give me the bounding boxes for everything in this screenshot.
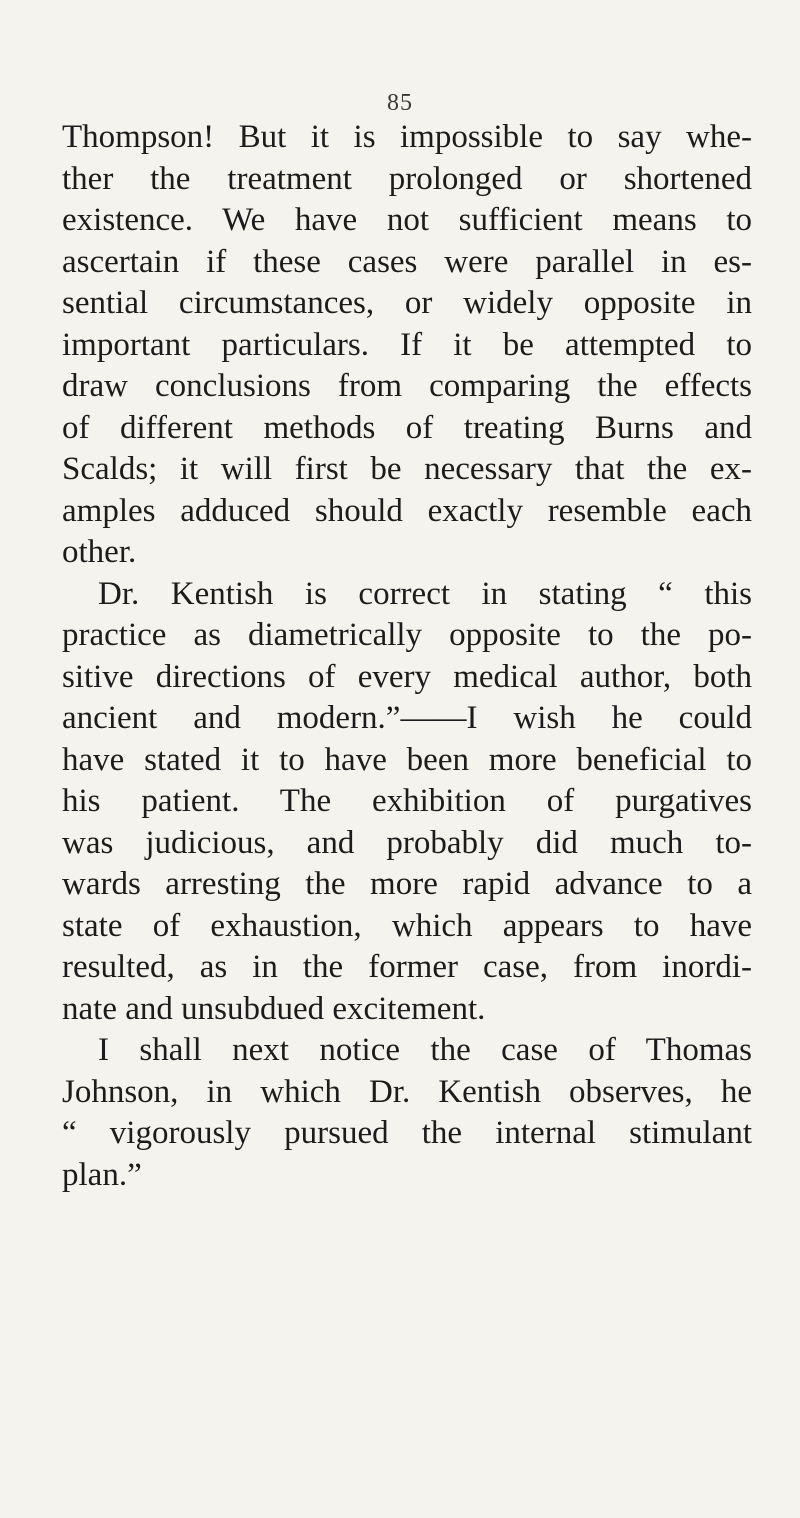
text-line: Thompson! But it is impossible to say whe-: [62, 119, 752, 155]
text-line: state of exhaustion, which appears to have: [62, 907, 752, 944]
text-line: existence. We have not sufficient means to: [62, 202, 752, 238]
text-line: ancient and modern.”——I wish he could: [62, 700, 752, 736]
text-line: important particulars. If it be attempted to: [62, 326, 752, 363]
text-line: his patient. The exhibition of purgatives: [62, 783, 752, 819]
text-line: practice as diametrically opposite to the po-: [62, 617, 752, 653]
text-line-first: Dr. Kentish is correct in stating “ this: [98, 575, 752, 612]
text-line: resulted, as in the former case, from inordi-: [62, 949, 752, 985]
text-line: “ vigorously pursued the internal stimulant: [62, 1115, 752, 1151]
text-line: Scalds; it will first be necessary that the ex-: [62, 451, 752, 487]
text-line-last: plan.”: [62, 1156, 142, 1193]
text-line-last: nate and unsubdued excitement.: [62, 990, 486, 1027]
text-line: sitive directions of every medical author, both: [62, 658, 752, 695]
text-line: amples adduced should exactly resemble each: [62, 492, 752, 529]
text-line: of different methods of treating Burns and: [62, 409, 752, 446]
text-line-first: I shall next notice the case of Thomas: [98, 1032, 752, 1068]
text-line: was judicious, and probably did much to-: [62, 824, 752, 861]
text-line-last: other.: [62, 534, 137, 570]
text-line: sential circumstances, or widely opposite in: [62, 285, 752, 321]
body-text: [62, 117, 752, 1196]
text-line: ther the treatment prolonged or shortened: [62, 160, 752, 197]
text-line: have stated it to have been more beneficial to: [62, 741, 752, 778]
text-line: Johnson, in which Dr. Kentish observes, he: [62, 1073, 752, 1110]
page-number: 85: [387, 90, 413, 116]
text-line: draw conclusions from comparing the effects: [62, 368, 752, 404]
text-line: wards arresting the more rapid advance to a: [62, 866, 752, 902]
text-line: ascertain if these cases were parallel in es-: [62, 243, 752, 280]
